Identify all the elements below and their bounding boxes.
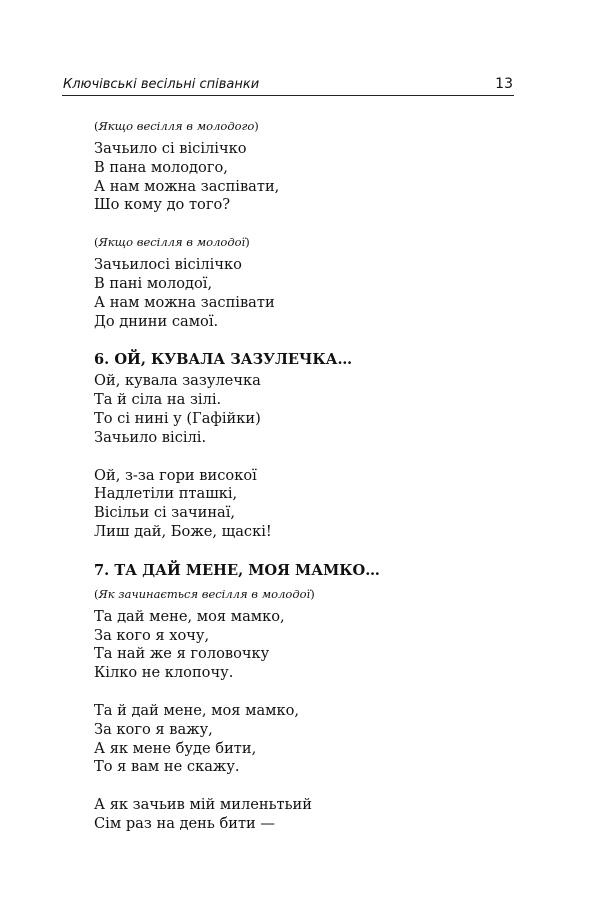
verse-line: То сі нині у (Гафійки) (94, 409, 261, 427)
note-paren-open: ( (94, 235, 99, 250)
running-title: Ключівські весільні співанки (63, 77, 260, 92)
verse-line: В пана молодого, (94, 158, 228, 176)
verse-stanza (94, 372, 514, 447)
note-text: Якщо весілля в молодої (98, 235, 246, 250)
verse-line: То я вам не скажу. (94, 758, 240, 776)
song-title: 6. ОЙ, КУВАЛА ЗАЗУЛЕЧКА… (94, 351, 353, 369)
song-text (94, 112, 514, 853)
verse-line: А як зачьив мій миленьтьий (94, 796, 313, 814)
verse-line: Та дай мене, моя мамко, (94, 607, 285, 625)
running-header (62, 76, 514, 96)
verse-line: Зачьило сі вісілічко (94, 140, 247, 157)
verse-line: До днини самої. (94, 312, 219, 330)
verse-stanza (94, 467, 514, 542)
verse-stanza (94, 140, 514, 215)
verse-line: Та й дай мене, моя мамко, (94, 701, 300, 719)
page-number: 13 (495, 76, 513, 92)
note-text: Як зачинається весілля в молодої (98, 586, 311, 601)
verse-line: Та й сіла на зілі. (94, 391, 222, 409)
verse-line: В пані молодої, (94, 274, 213, 292)
note-paren-open: ( (94, 119, 99, 133)
performance-note (94, 118, 514, 134)
verse-line: Та най же я головочку (94, 645, 270, 663)
verse-stanza (94, 796, 514, 834)
note-paren-open: ( (94, 586, 99, 601)
note-text: Якщо весілля в молодого (98, 119, 255, 133)
note-paren-close: ) (310, 586, 315, 601)
verse-line: Сім раз на день бити — (94, 814, 276, 832)
verse-line: Лиш дай, Боже, щаскі! (94, 522, 272, 540)
note-paren-close: ) (245, 235, 250, 250)
verse-line: Зачьило вісілі. (94, 428, 207, 446)
verse-line: За кого я важу, (94, 720, 213, 738)
verse-line: Зачьилосі вісілічко (94, 256, 242, 274)
note-paren-close: ) (254, 119, 259, 133)
verse-line: Шо кому до того? (94, 196, 231, 214)
performance-note (94, 234, 514, 250)
verse-line: За кого я хочу, (94, 626, 210, 644)
song-title: 7. ТА ДАЙ МЕНЕ, МОЯ МАМКО… (94, 561, 380, 579)
performance-note (94, 586, 514, 602)
verse-line: А як мене буде бити, (94, 739, 257, 757)
verse-line: Надлетіли пташкі, (94, 485, 238, 503)
verse-line: Ой, з-за гори високої (94, 466, 257, 484)
verse-stanza (94, 256, 514, 331)
verse-stanza (94, 702, 514, 777)
verse-stanza (94, 608, 514, 683)
verse-line: А нам можна заспівати (94, 293, 275, 311)
verse-line: Вісільи сі зачинаї, (94, 504, 236, 522)
verse-line: А нам можна заспівати, (94, 177, 280, 195)
verse-line: Кілко не клопочу. (94, 664, 234, 682)
verse-line: Ой, кувала зазулечка (94, 372, 261, 390)
